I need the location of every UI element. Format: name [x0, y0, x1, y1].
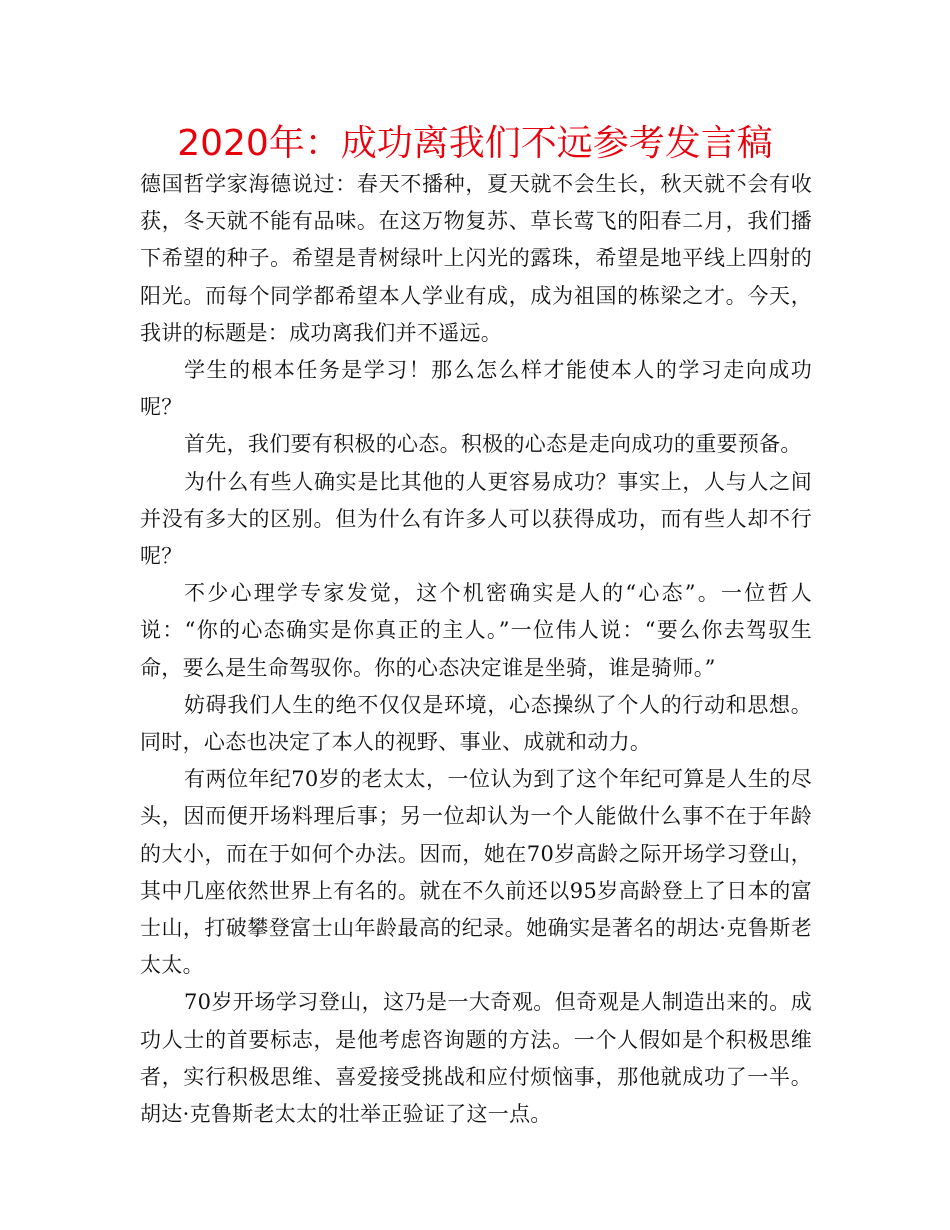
paragraph-7: 有两位年纪70岁的老太太，一位认为到了这个年纪可算是人生的尽头，因而便开场料理后事；另一位却认为一个人能做什么事不在于年龄的大小，而在于如何个办法。因而，她在70岁高龄之际开场学习登山，其中几座依然世界上有名的。就在不久前还以95岁高龄登上了日本的富士山，打破攀登富士山年龄最高的纪录。她确实是著名的胡达·克鲁斯老太太。 [140, 767, 812, 978]
paragraph-5: 不少心理学专家发觉，这个机密确实是人的“心态”。一位哲人说：“你的心态确实是你真正的主人。”一位伟人说：“要么你去驾驭生命，要么是生命驾驭你。你的心态决定谁是坐骑，谁是骑师。” [140, 581, 812, 680]
paragraph-4: 为什么有些人确实是比其他的人更容易成功？事实上，人与人之间并没有多大的区别。但为什么有许多人可以获得成功，而有些人却不行呢？ [140, 469, 812, 569]
document-title: 2020年：成功离我们不远参考发言稿 [177, 123, 773, 164]
paragraph-8: 70岁开场学习登山，这乃是一大奇观。但奇观是人制造出来的。成功人士的首要标志，是他考虑咨询题的方法。一个人假如是个积极思维者，实行积极思维、喜爱接受挑战和应付烦恼事，那他就成功了一半。胡达·克鲁斯老太太的壮举正验证了这一点。 [140, 990, 812, 1127]
document-body [140, 166, 812, 1133]
paragraph-2: 学生的根本任务是学习！那么怎么样才能使本人的学习走向成功呢？ [140, 358, 812, 420]
paragraph-6: 妨碍我们人生的绝不仅仅是环境，心态操纵了个人的行动和思想。同时，心态也决定了本人的视野、事业、成就和动力。 [140, 692, 812, 755]
paragraph-1: 德国哲学家海德说过：春天不播种，夏天就不会生长，秋天就不会有收获，冬天就不能有品味。在这万物复苏、草长莺飞的阳春二月，我们播下希望的种子。希望是青树绿叶上闪光的露珠，希望是地平线上四射的阳光。而每个同学都希望本人学业有成，成为祖国的栋梁之才。今天，我讲的标题是：成功离我们并不遥远。 [140, 172, 812, 345]
paragraph-3: 首先，我们要有积极的心态。积极的心态是走向成功的重要预备。 [184, 432, 802, 457]
